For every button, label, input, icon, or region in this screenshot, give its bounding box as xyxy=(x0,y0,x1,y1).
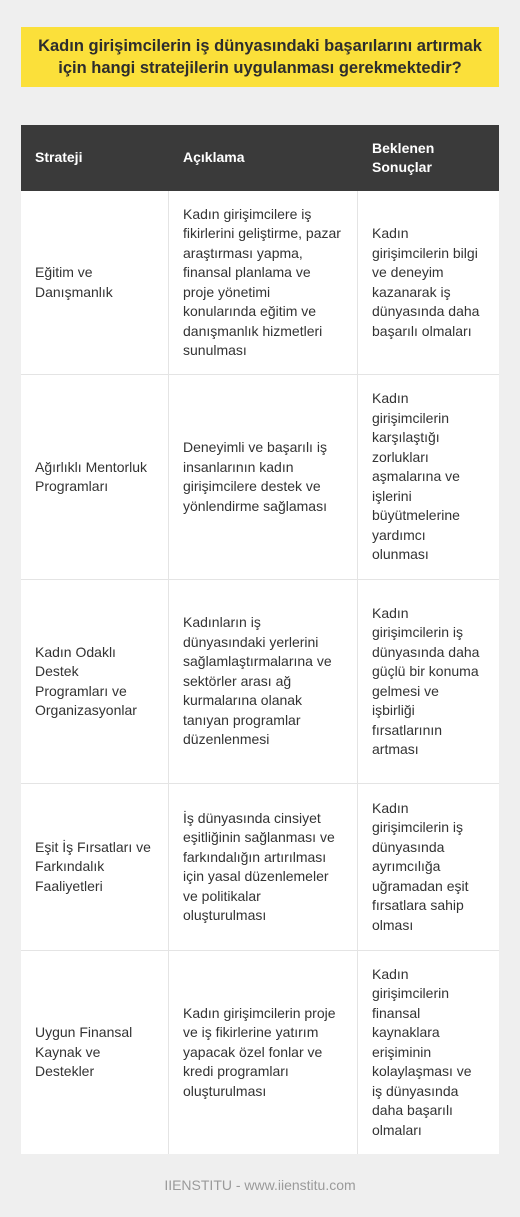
description-cell: Deneyimli ve başarılı iş insanlarının kadın girişimcilere destek ve yönlendirme sağlaması xyxy=(168,375,358,579)
strategy-cell: Eşit İş Fırsatları ve Farkındalık Faaliyetleri xyxy=(35,838,151,894)
results-cell: Kadın girişimcilerin bilgi ve deneyim kazanarak iş dünyasında daha başarılı olmaları xyxy=(372,225,480,339)
table-row xyxy=(21,951,499,1154)
table-row xyxy=(21,191,499,375)
results-cell: Kadın girişimcilerin iş dünyasında ayrımcılığa uğramadan eşit fırsatlara sahip olması xyxy=(372,799,469,933)
description-cell: Kadınların iş dünyasındaki yerlerini sağlamlaştırmalarına ve sektörler arası ağ kurmalarına olanak tanıyan programlar düzenlenmesi xyxy=(168,580,358,783)
header-expected-results: Beklenen Sonuçlar xyxy=(372,139,435,175)
header-description: Açıklama xyxy=(183,149,245,166)
table-row xyxy=(21,580,499,784)
strategy-cell: Kadın Odaklı Destek Programları ve Organizasyonlar xyxy=(35,643,137,718)
title-banner xyxy=(21,27,499,87)
footer-credit: IIENSTITU - www.iienstitu.com xyxy=(164,1177,356,1193)
strategy-table xyxy=(21,125,499,1154)
strategy-cell: Ağırlıklı Mentorluk Programları xyxy=(35,458,148,494)
page-title: Kadın girişimcilerin iş dünyasındaki başarılarını artırmak için hangi stratejilerin uygulanması gerekmektedir? xyxy=(38,37,482,77)
results-cell: Kadın girişimcilerin finansal kaynaklara erişiminin kolaylaşması ve iş dünyasında daha başarılı olmaları xyxy=(372,965,472,1138)
results-cell: Kadın girişimcilerin iş dünyasında daha güçlü bir konuma gelmesi ve işbirliği fırsatlarının artması xyxy=(372,604,480,757)
table-row xyxy=(21,375,499,580)
description-cell: Kadın girişimcilerin proje ve iş fikirlerine yatırım yapacak özel fonlar ve kredi programları oluşturulması xyxy=(168,951,358,1154)
strategy-cell: Eğitim ve Danışmanlık xyxy=(35,264,113,300)
header-strategy: Strateji xyxy=(35,149,83,166)
strategy-cell: Uygun Finansal Kaynak ve Destekler xyxy=(35,1024,133,1080)
description-cell: İş dünyasında cinsiyet eşitliğinin sağlanması ve farkındalığın artırılması için yasal düzenlemeler ve politikalar oluşturulması xyxy=(168,784,358,950)
table-header-row xyxy=(21,125,499,191)
table-row xyxy=(21,784,499,951)
results-cell: Kadın girişimcilerin karşılaştığı zorlukları aşmalarına ve işlerini büyütmelerine yardımcı olunması xyxy=(372,390,460,563)
description-cell: Kadın girişimcilere iş fikirlerini geliştirme, pazar araştırması yapma, finansal planlama ve proje yönetimi konularında eğitim ve danışmanlık hizmetleri sunulması xyxy=(168,191,358,374)
